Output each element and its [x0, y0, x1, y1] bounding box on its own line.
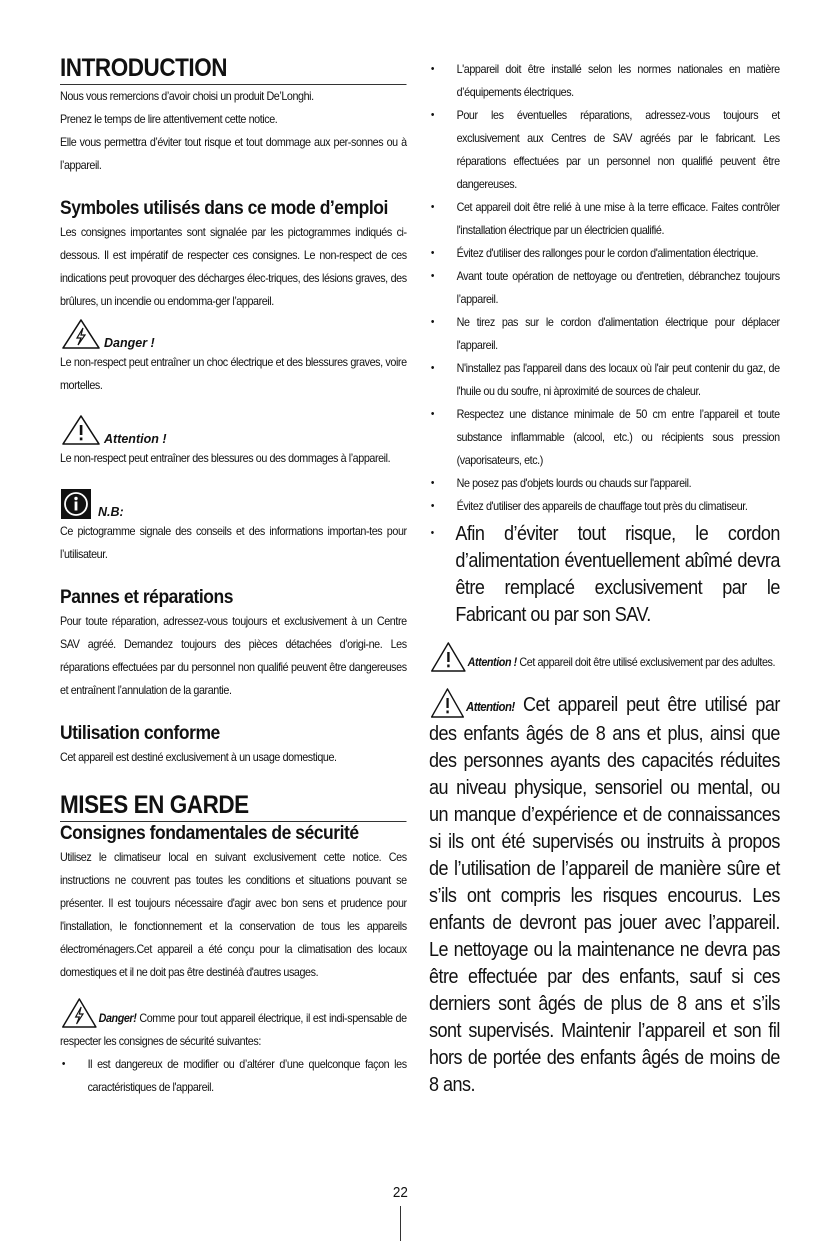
- attention2-text: Cet appareil peut être utilisé par des enfants âgés de 8 ans et plus, ainsi que des personnes ayants des capacités réduites au niveau physique, sensoriel ou mental, ou un manque d’expérience et de connaissances si ils ont été supervisés ou instruits à propos de l’utilisation de l’appareil de manière sûre et s’ils ont compris les risques encourus. Les enfants de devront pas jouer avec l’appareil. Le nettoyage ou la maintenance ne devra pas être effectuée par des enfants, sauf si ces derniers sont âgés de plus de 8 ans et s’ils sont supervisés. Maintenir l’appareil et son fil hors de portée des enfants âgés de moins de 8 ans.: [429, 693, 780, 1096]
- list-item: • Évitez d'utiliser des rallonges pour le cordon d'alimentation électrique.: [429, 242, 780, 265]
- nb-label: N.B:: [98, 505, 124, 519]
- info-icon: [60, 488, 96, 520]
- danger2-paragraph: [60, 996, 407, 1053]
- danger-electric-icon: [60, 317, 102, 351]
- list-item: • L'appareil doit être installé selon les normes nationales en matière d’équipements électriques.: [429, 58, 780, 104]
- list-item: • N'installez pas l'appareil dans des locaux où l'air peut contenir du gaz, de l'huile ou du soufre, ni àproximité de sources de chaleur.: [429, 357, 780, 403]
- attention1-paragraph: [429, 640, 780, 674]
- danger2-text: Comme pour tout appareil électrique, il est indi-spensable de respecter les consignes de sécurité suivantes:: [60, 1012, 407, 1048]
- list-item: • Pour les éventuelles réparations, adressez-vous toujours et exclusivement aux Centres de SAV agréés par le fabricant. Les réparations effectuées par un personnel non qualifié peuvent être dangereuses.: [429, 104, 780, 196]
- attention-warning-icon: [429, 640, 468, 674]
- list-item: • Avant toute opération de nettoyage ou d'entretien, débranchez toujours l’appareil.: [429, 265, 780, 311]
- page-number: 22: [392, 1184, 408, 1201]
- list-item: • Respectez une distance minimale de 50 cm entre l’appareil et toute substance inflammable (alcool, etc.) ou récipients sous pression (vaporisateurs, etc.): [429, 403, 780, 472]
- list-item: • Cet appareil doit être relié à une mise à la terre efficace. Faites contrôler l'installation électrique par un électricien qualifié.: [429, 196, 780, 242]
- danger-text: Le non-respect peut entraîner un choc électrique et des blessures graves, voire mortelles.: [60, 356, 407, 392]
- right-bullet-list: [429, 58, 780, 518]
- attention-warning-icon: [429, 686, 466, 720]
- danger-symbol-row: [60, 313, 407, 351]
- attention1-label: Attention !: [467, 656, 517, 669]
- attention2-label: Attention!: [465, 699, 515, 714]
- intro-p2: Prenez le temps de lire attentivement cette notice.: [60, 113, 278, 126]
- pannes-text: Pour toute réparation, adressez-vous toujours et exclusivement à un Centre SAV agréé. Demandez toujours des pièces détachées d’origi-ne. Les réparations effectuées par du personnel non qualifié peuvent être dangereuses et entraînent l’annulation de la garantie.: [60, 615, 407, 697]
- attention-label: Attention !: [104, 432, 167, 446]
- big-bullet-list: [429, 520, 780, 628]
- left-column: [60, 52, 407, 1099]
- right-column: [429, 58, 780, 1098]
- list-item: • Évitez d'utiliser des appareils de chauffage tout près du climatiseur.: [429, 495, 780, 518]
- danger2-label: Danger!: [98, 1012, 137, 1025]
- attention-symbol-row: [60, 409, 407, 447]
- attention2-paragraph: [429, 686, 780, 1098]
- consignes-text: Utilisez le climatiseur local en suivant exclusivement cette notice. Ces instructions ne couvrent pas toutes les conditions et situations pouvant se présenter. Il est toujours nécessaire d'agir avec bon sens et prudence pour l'installation, le fonctionnement et la conservation de tous les appareils électroménagers.Cet appareil a été conçu pour la climatisation des locaux domestiques et il ne doit pas être destinéà d'autres usages.: [60, 851, 407, 979]
- usage-text: Cet appareil est destiné exclusivement à un usage domestique.: [60, 751, 337, 764]
- mises-heading: MISES EN GARDE: [60, 789, 407, 822]
- page-divider-line: [400, 1206, 401, 1241]
- nb-text: Ce pictogramme signale des conseils et des informations importan-tes pour l’utilisateur.: [60, 525, 407, 561]
- danger-electric-icon: [60, 996, 99, 1030]
- list-item: • Ne posez pas d'objets lourds ou chauds sur l'appareil.: [429, 472, 780, 495]
- nb-symbol-row: [60, 482, 407, 520]
- attention-text: Le non-respect peut entraîner des blessures ou des dommages à l’appareil.: [60, 452, 391, 465]
- danger-label: Danger !: [104, 336, 155, 350]
- list-item: • Afin d’éviter tout risque, le cordon d’alimentation éventuellement abîmé devra être remplacé exclusivement par le Fabricant ou par son SAV.: [429, 520, 780, 628]
- left-bullet-list: [60, 1053, 407, 1099]
- list-item: • Il est dangereux de modifier ou d’altérer d’une quelconque façon les caractéristiques de l'appareil.: [60, 1053, 407, 1099]
- symbols-text: Les consignes importantes sont signalée par les pictogrammes indiqués ci-dessous. Il est impératif de respecter ces consignes. Le non-respect de ces indications peut provoquer des décharges élec-triques, des lésions graves, des brûlures, un incendie ou endomma-ger l’appareil.: [60, 226, 407, 308]
- attention1-text: Cet appareil doit être utilisé exclusivement par des adultes.: [516, 656, 776, 669]
- symbols-heading: Symboles utilisés dans ce mode d’emploi: [60, 198, 388, 219]
- pannes-heading: Pannes et réparations: [60, 587, 233, 608]
- intro-p1: Nous vous remercions d’avoir choisi un produit De’Longhi.: [60, 90, 314, 103]
- intro-p3: Elle vous permettra d’éviter tout risque et tout dommage aux per-sonnes ou à l’appareil.: [60, 136, 407, 172]
- list-item: • Ne tirez pas sur le cordon d'alimentation électrique pour déplacer l'appareil.: [429, 311, 780, 357]
- attention-warning-icon: [60, 413, 102, 447]
- usage-heading: Utilisation conforme: [60, 723, 220, 744]
- intro-heading: INTRODUCTION: [60, 52, 407, 85]
- consignes-heading: Consignes fondamentales de sécurité: [60, 823, 359, 844]
